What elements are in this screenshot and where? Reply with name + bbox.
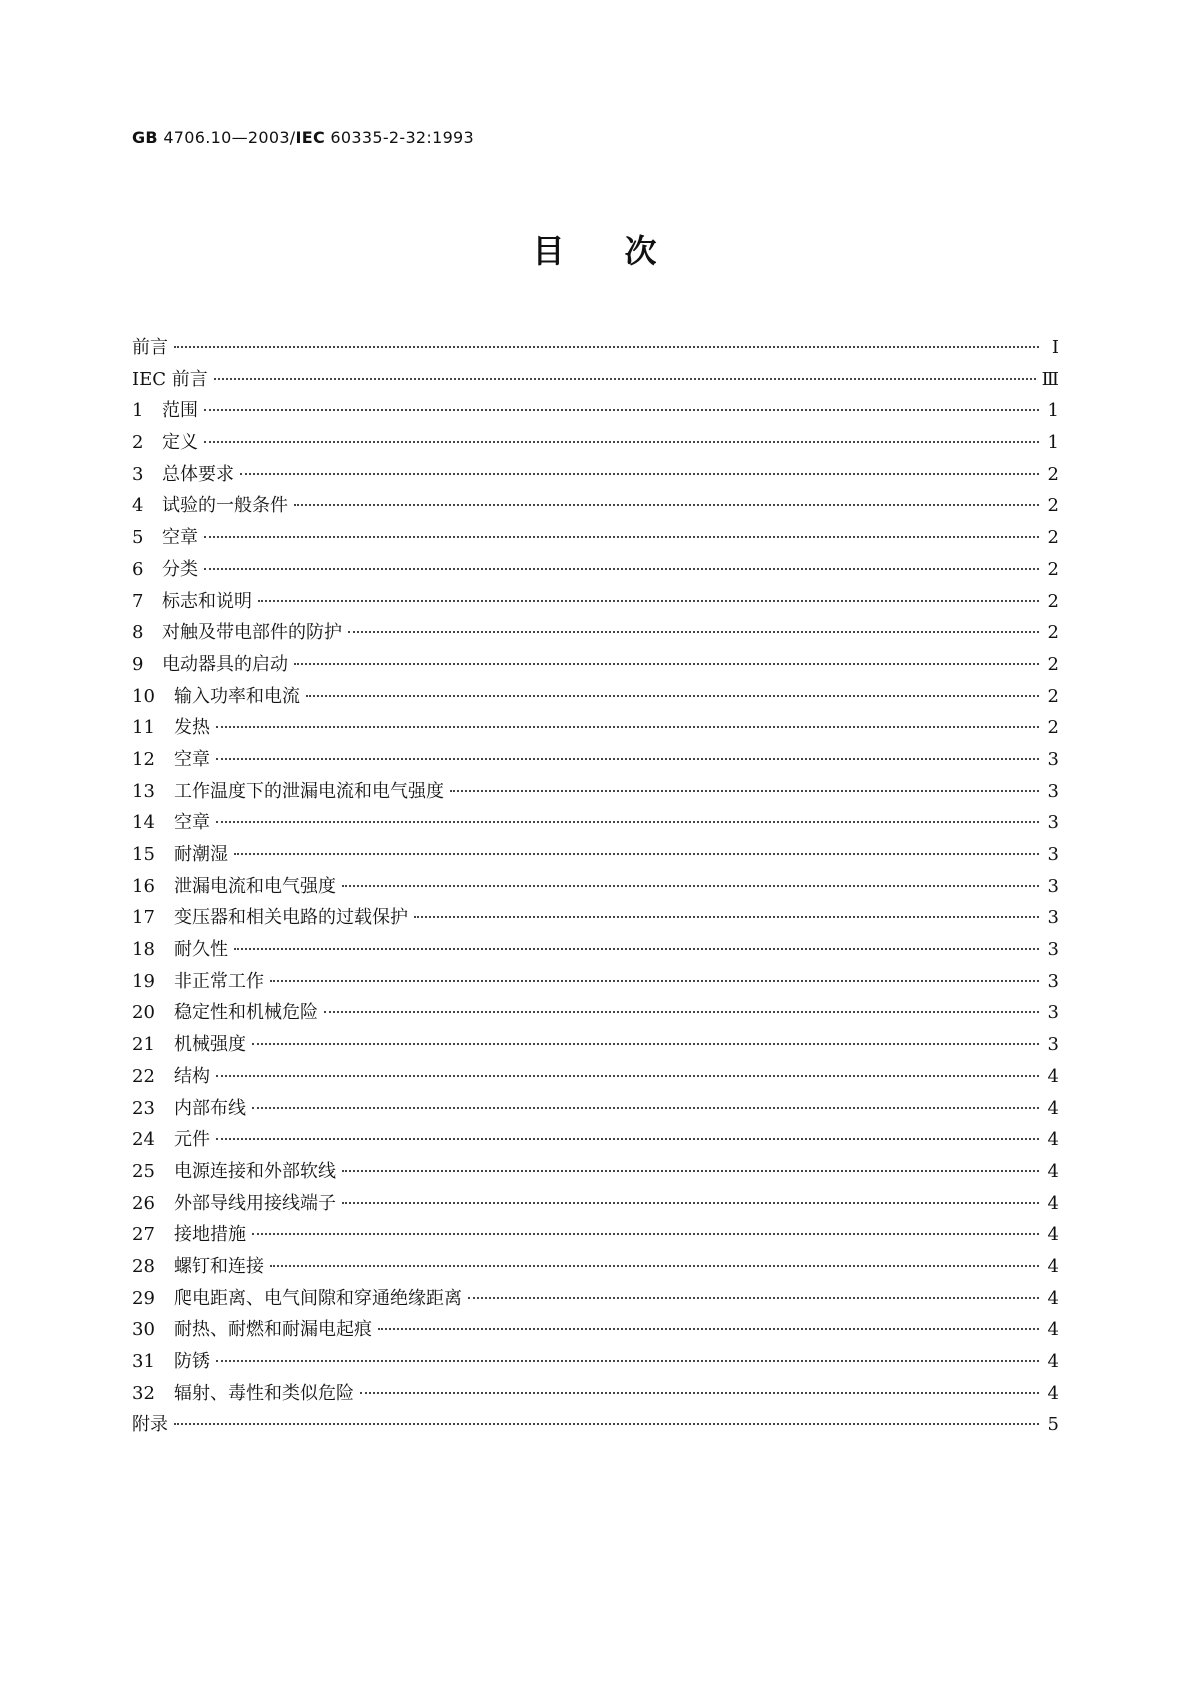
toc-page-number: 2 xyxy=(1047,685,1059,707)
toc-entry[interactable] xyxy=(132,586,1059,618)
toc-dot-leader xyxy=(306,694,1039,697)
toc-entry-title: 前言 xyxy=(132,337,168,358)
toc-entry[interactable] xyxy=(132,1378,1059,1410)
toc-entry[interactable] xyxy=(132,871,1059,903)
toc-entry-title: 空章 xyxy=(174,748,210,770)
toc-entry-title: 变压器和相关电路的过载保护 xyxy=(174,907,408,929)
toc-entry-number: 18 xyxy=(132,939,155,961)
toc-entry-title: 电动器具的启动 xyxy=(162,653,288,675)
toc-entry-title: 空章 xyxy=(162,527,198,549)
toc-page-number: 3 xyxy=(1047,812,1059,834)
toc-entry[interactable] xyxy=(132,997,1059,1029)
toc-entry[interactable] xyxy=(132,490,1059,522)
toc-entry-number: 29 xyxy=(132,1287,155,1309)
toc-entry-title: 内部布线 xyxy=(174,1097,246,1119)
toc-dot-leader xyxy=(204,440,1039,443)
title-right-character: 次 xyxy=(624,232,659,270)
toc-dot-leader xyxy=(450,789,1039,792)
toc-entry-number: 27 xyxy=(132,1224,155,1246)
toc-entry-title: IEC 前言 xyxy=(132,368,208,390)
toc-entry-number: 20 xyxy=(132,1002,155,1024)
toc-entry-title: 稳定性和机械危险 xyxy=(174,1002,318,1024)
toc-entry[interactable] xyxy=(132,1156,1059,1188)
toc-entry-number: 5 xyxy=(132,527,144,549)
toc-entry[interactable] xyxy=(132,649,1059,681)
toc-entry-number: 7 xyxy=(132,590,144,612)
toc-entry[interactable] xyxy=(132,459,1059,491)
toc-page-number: 4 xyxy=(1047,1319,1059,1341)
toc-dot-leader xyxy=(240,472,1039,475)
toc-entry-number: 10 xyxy=(132,685,155,707)
toc-entry-title: 空章 xyxy=(174,812,210,834)
toc-entry[interactable] xyxy=(132,1219,1059,1251)
toc-entry-number: 28 xyxy=(132,1255,155,1277)
toc-entry-number: 9 xyxy=(132,653,144,675)
toc-entry[interactable] xyxy=(132,681,1059,713)
toc-page-number: 3 xyxy=(1047,1034,1059,1056)
toc-dot-leader xyxy=(216,757,1039,760)
toc-dot-leader xyxy=(216,1137,1039,1140)
toc-entry-title: 防锈 xyxy=(174,1351,210,1372)
toc-entry-number: 3 xyxy=(132,463,144,485)
toc-entry[interactable] xyxy=(132,332,1059,364)
toc-dot-leader xyxy=(216,725,1039,728)
toc-dot-leader xyxy=(294,503,1039,506)
toc-entry[interactable] xyxy=(132,617,1059,649)
toc-entry[interactable] xyxy=(132,712,1059,744)
toc-entry-number: 21 xyxy=(132,1034,155,1056)
toc-entry-number: 26 xyxy=(132,1192,155,1214)
toc-entry-number: 8 xyxy=(132,622,144,644)
toc-entry[interactable] xyxy=(132,1283,1059,1315)
toc-page-number: 4 xyxy=(1047,1224,1059,1246)
toc-dot-leader xyxy=(342,1169,1039,1172)
toc-entry-title: 工作温度下的泄漏电流和电气强度 xyxy=(174,780,444,802)
toc-dot-leader xyxy=(360,1391,1039,1394)
toc-page-number: 4 xyxy=(1047,1192,1059,1214)
standard-prefix: GB xyxy=(132,128,158,147)
toc-entry-number: 24 xyxy=(132,1129,155,1151)
toc-entry-number: 6 xyxy=(132,558,144,580)
toc-page-number: 3 xyxy=(1047,748,1059,770)
toc-page-number: 2 xyxy=(1047,622,1059,644)
standard-code: 4706.10—2003/ xyxy=(157,128,296,147)
toc-entry-number: 19 xyxy=(132,970,155,992)
toc-entry[interactable] xyxy=(132,395,1059,427)
toc-page-number: 5 xyxy=(1047,1414,1059,1436)
toc-entry-number: 30 xyxy=(132,1319,155,1341)
toc-entry[interactable] xyxy=(132,1314,1059,1346)
toc-entry[interactable] xyxy=(132,839,1059,871)
toc-entry-title: 辐射、毒性和类似危险 xyxy=(174,1382,354,1404)
toc-dot-leader xyxy=(214,377,1036,380)
toc-page-number: 4 xyxy=(1047,1287,1059,1309)
toc-page-number: Ⅲ xyxy=(1041,368,1059,390)
iec-prefix: IEC xyxy=(295,128,326,147)
toc-page-number: 2 xyxy=(1047,590,1059,612)
toc-entry-title: 附录 xyxy=(132,1414,168,1436)
table-of-contents-title xyxy=(0,226,1191,272)
toc-page-number: 1 xyxy=(1047,400,1059,422)
toc-dot-leader xyxy=(468,1296,1039,1299)
toc-entry[interactable] xyxy=(132,427,1059,459)
toc-entry-title: 耐久性 xyxy=(174,939,228,961)
toc-dot-leader xyxy=(204,408,1039,411)
toc-dot-leader xyxy=(204,535,1039,538)
toc-entry-number: 4 xyxy=(132,495,144,517)
toc-entry-number: 16 xyxy=(132,875,155,897)
toc-page-number: 1 xyxy=(1047,432,1059,454)
toc-dot-leader xyxy=(204,567,1039,570)
toc-entry[interactable] xyxy=(132,902,1059,934)
toc-entry-title: 范围 xyxy=(162,400,198,422)
toc-entry-title: 分类 xyxy=(162,558,198,580)
toc-entry-number: 23 xyxy=(132,1097,155,1119)
toc-page-number: 4 xyxy=(1047,1065,1059,1087)
toc-entry[interactable] xyxy=(132,364,1059,396)
toc-entry[interactable] xyxy=(132,1188,1059,1220)
toc-entry-title: 非正常工作 xyxy=(174,970,264,992)
toc-page-number: 3 xyxy=(1047,1002,1059,1024)
toc-page-number: 3 xyxy=(1047,970,1059,992)
toc-dot-leader xyxy=(252,1042,1039,1045)
toc-entry-title: 泄漏电流和电气强度 xyxy=(174,875,336,897)
toc-entry[interactable] xyxy=(132,1093,1059,1125)
toc-page-number: 2 xyxy=(1047,558,1059,580)
toc-page-number: 3 xyxy=(1047,844,1059,865)
iec-code: 60335-2-32:1993 xyxy=(325,128,475,147)
toc-dot-leader xyxy=(258,599,1039,602)
toc-entry-title: 发热 xyxy=(174,717,210,739)
toc-dot-leader xyxy=(216,1074,1039,1077)
toc-entry-title: 输入功率和电流 xyxy=(174,685,300,707)
toc-entry[interactable] xyxy=(132,1251,1059,1283)
toc-dot-leader xyxy=(324,1010,1039,1013)
toc-page-number: I xyxy=(1051,337,1059,358)
toc-page-number: 2 xyxy=(1047,653,1059,675)
toc-entry-title: 对触及带电部件的防护 xyxy=(162,622,342,644)
toc-entry-number: 15 xyxy=(132,844,155,865)
toc-page-number: 3 xyxy=(1047,939,1059,961)
toc-entry[interactable] xyxy=(132,744,1059,776)
toc-dot-leader xyxy=(414,915,1039,918)
toc-entry-title: 外部导线用接线端子 xyxy=(174,1192,336,1214)
title-left-character: 目 xyxy=(532,232,567,270)
toc-entry-title: 试验的一般条件 xyxy=(162,495,288,517)
toc-entry-number: 22 xyxy=(132,1065,155,1087)
toc-page-number: 4 xyxy=(1047,1255,1059,1277)
toc-entry[interactable] xyxy=(132,1124,1059,1156)
toc-page-number: 3 xyxy=(1047,780,1059,802)
toc-dot-leader xyxy=(252,1106,1039,1109)
toc-entry-number: 32 xyxy=(132,1382,155,1404)
toc-dot-leader xyxy=(270,1264,1039,1267)
toc-entry-title: 接地措施 xyxy=(174,1224,246,1246)
toc-entry-title: 总体要求 xyxy=(162,463,234,485)
toc-entry[interactable] xyxy=(132,522,1059,554)
toc-entry-title: 结构 xyxy=(174,1065,210,1087)
toc-page-number: 2 xyxy=(1047,527,1059,549)
toc-entry[interactable] xyxy=(132,1029,1059,1061)
toc-entry[interactable] xyxy=(132,807,1059,839)
toc-page-number: 2 xyxy=(1047,495,1059,517)
toc-entry-title: 螺钉和连接 xyxy=(174,1255,264,1277)
toc-dot-leader xyxy=(234,852,1039,855)
toc-page-number: 4 xyxy=(1047,1160,1059,1182)
toc-entry-number: 17 xyxy=(132,907,155,929)
toc-entry-number: 12 xyxy=(132,748,155,770)
toc-dot-leader xyxy=(378,1327,1039,1330)
toc-entry[interactable] xyxy=(132,1061,1059,1093)
toc-entry-number: 13 xyxy=(132,780,155,802)
toc-dot-leader xyxy=(174,345,1039,348)
toc-dot-leader xyxy=(216,820,1039,823)
toc-dot-leader xyxy=(342,1201,1039,1204)
toc-page-number: 2 xyxy=(1047,463,1059,485)
toc-entry-title: 电源连接和外部软线 xyxy=(174,1160,336,1182)
toc-entry-number: 25 xyxy=(132,1160,155,1182)
toc-page-number: 3 xyxy=(1047,907,1059,929)
toc-page-number: 2 xyxy=(1047,717,1059,739)
toc-dot-leader xyxy=(342,884,1039,887)
toc-entry[interactable] xyxy=(132,1409,1059,1441)
toc-dot-leader xyxy=(174,1422,1039,1425)
toc-entry[interactable] xyxy=(132,966,1059,998)
toc-entry-number: 14 xyxy=(132,812,155,834)
toc-page-number: 4 xyxy=(1047,1129,1059,1151)
toc-entry-title: 耐潮湿 xyxy=(174,844,228,865)
toc-entry-title: 元件 xyxy=(174,1129,210,1151)
toc-entry-title: 定义 xyxy=(162,432,198,454)
toc-entry[interactable] xyxy=(132,554,1059,586)
toc-page-number: 4 xyxy=(1047,1351,1059,1372)
standard-number-header xyxy=(132,128,474,147)
toc-entry-title: 标志和说明 xyxy=(162,590,252,612)
toc-dot-leader xyxy=(270,979,1039,982)
toc-entry[interactable] xyxy=(132,776,1059,808)
toc-entry-number: 2 xyxy=(132,432,144,454)
toc-entry-number: 31 xyxy=(132,1351,155,1372)
toc-entry-title: 爬电距离、电气间隙和穿通绝缘距离 xyxy=(174,1287,462,1309)
toc-dot-leader xyxy=(216,1359,1039,1362)
toc-dot-leader xyxy=(348,630,1039,633)
toc-dot-leader xyxy=(294,662,1039,665)
toc-dot-leader xyxy=(252,1232,1039,1235)
toc-entry-number: 11 xyxy=(132,717,155,739)
table-of-contents-list xyxy=(132,332,1059,1441)
toc-entry-title: 机械强度 xyxy=(174,1034,246,1056)
toc-entry[interactable] xyxy=(132,934,1059,966)
toc-entry-number: 1 xyxy=(132,400,144,422)
toc-entry-title: 耐热、耐燃和耐漏电起痕 xyxy=(174,1319,372,1341)
toc-page-number: 4 xyxy=(1047,1382,1059,1404)
toc-dot-leader xyxy=(234,947,1039,950)
toc-entry[interactable] xyxy=(132,1346,1059,1378)
toc-page-number: 3 xyxy=(1047,875,1059,897)
toc-page-number: 4 xyxy=(1047,1097,1059,1119)
